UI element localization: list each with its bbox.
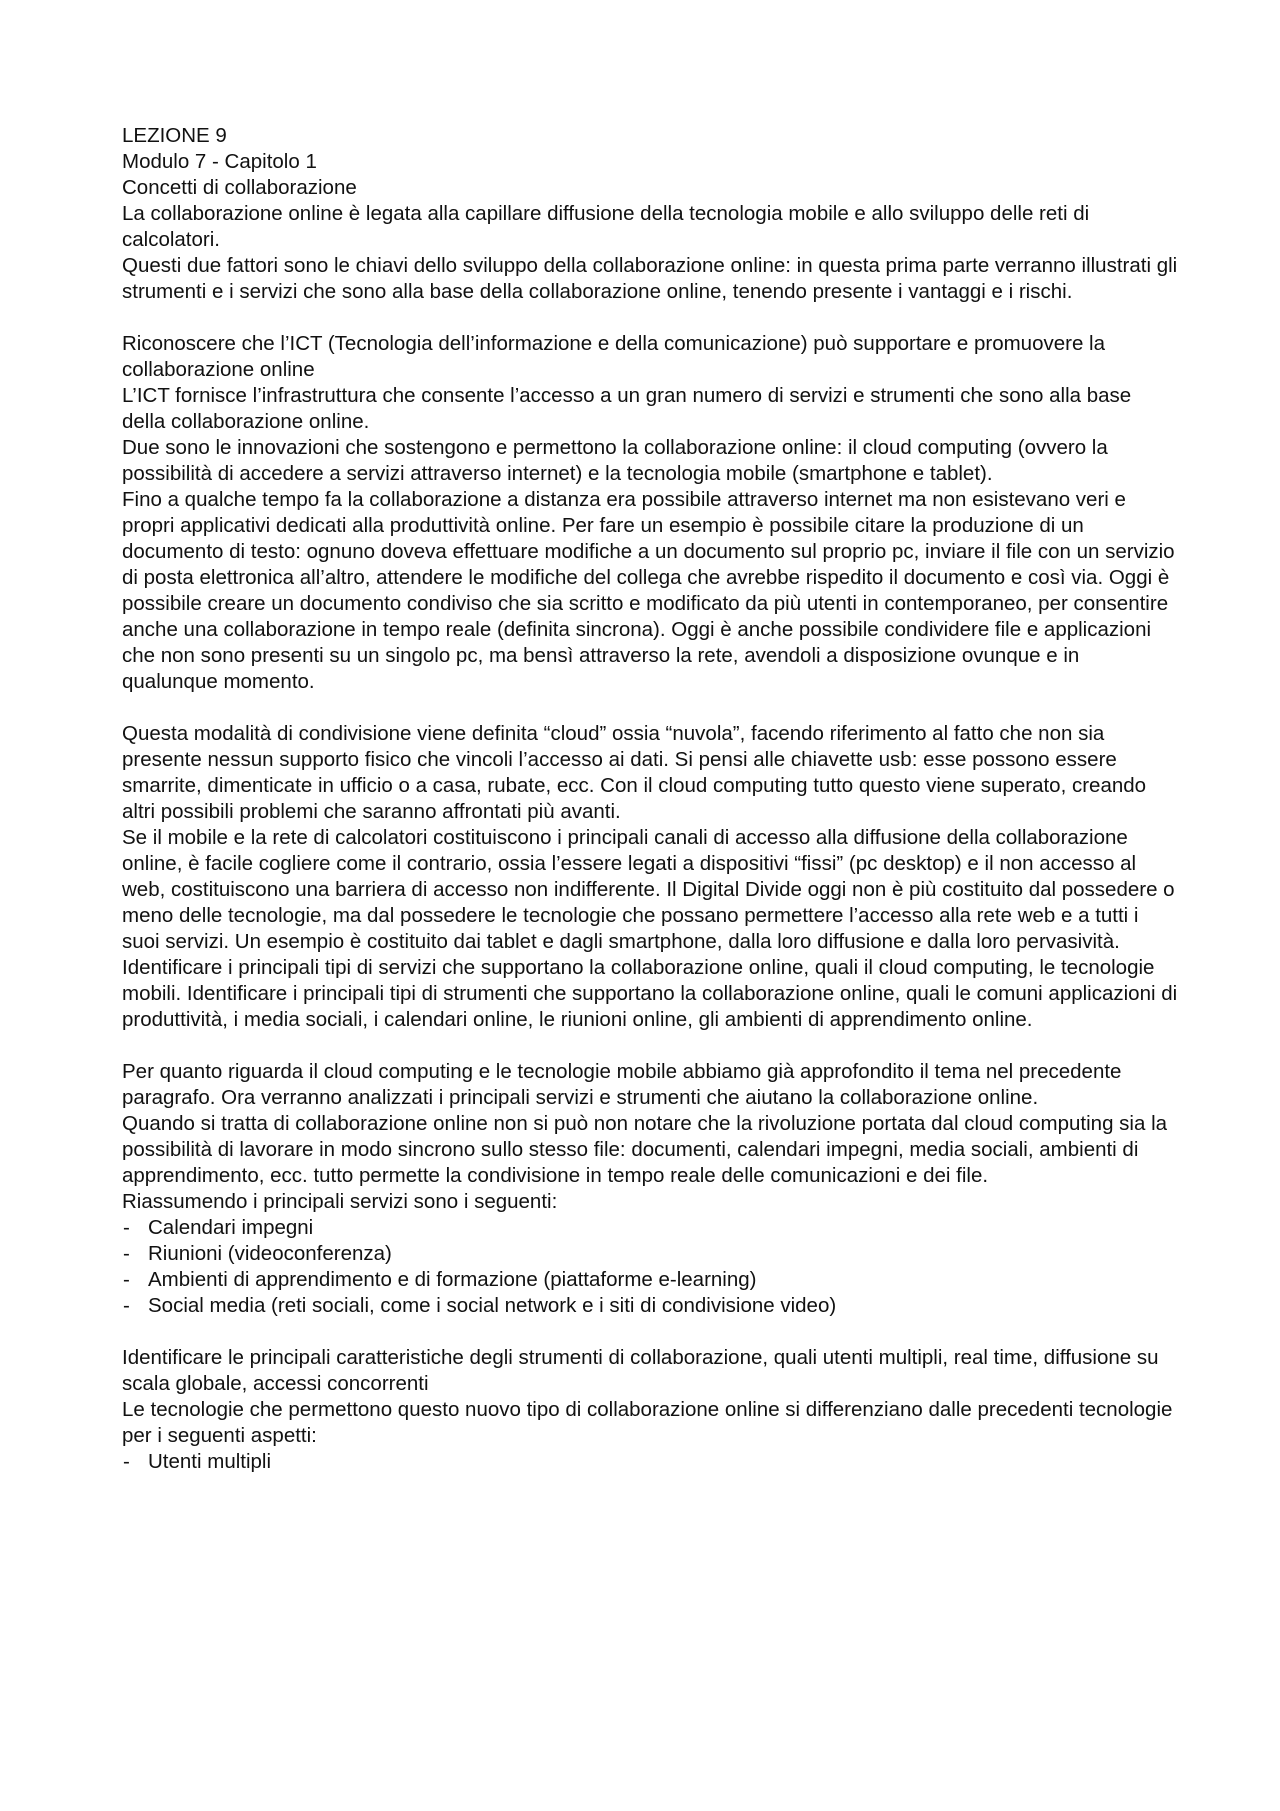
paragraph: Questi due fattori sono le chiavi dello sviluppo della collaborazione online: in questa prima parte verranno illustrati gli strumenti e i servizi che sono alla base della collaborazione online, tenendo presente i vantaggi e i rischi. (122, 254, 1178, 303)
paragraph: La collaborazione online è legata alla capillare diffusione della tecnologia mobile e allo sviluppo delle reti di calcolatori. (122, 202, 1090, 251)
paragraph: Per quanto riguarda il cloud computing e le tecnologie mobile abbiamo già approfondito il tema nel precedente paragrafo. Ora verranno analizzati i principali servizi e strumenti che aiutano la collaborazione online. (122, 1060, 1122, 1109)
document-page (122, 123, 1178, 1475)
module-chapter: Modulo 7 - Capitolo 1 (122, 150, 317, 173)
topic-heading: Identificare le principali caratteristiche degli strumenti di collaborazione, quali utenti multipli, real time, diffusione su scala globale, accessi concorrenti (122, 1346, 1159, 1395)
list-item: - Riunioni (videoconferenza) (122, 1241, 1178, 1267)
blank-line (122, 1319, 1178, 1345)
list-item: - Utenti multipli (122, 1449, 1178, 1475)
paragraph: Due sono le innovazioni che sostengono e permettono la collaborazione online: il cloud computing (ovvero la possibilità di accedere a servizi attraverso internet) e la tecnologia mobile (smartphone e tablet). (122, 436, 1108, 485)
paragraph: Quando si tratta di collaborazione online non si può non notare che la rivoluzione portata dal cloud computing sia la possibilità di lavorare in modo sincrono sullo stesso file: documenti, calendari impegni, media sociali, ambienti di apprendimento, ecc. tutto permette la condivisione in tempo reale delle comunicazioni e dei file. (122, 1112, 1168, 1187)
list-item: - Social media (reti sociali, come i social network e i siti di condivisione video) (122, 1293, 1178, 1319)
paragraph: Questa modalità di condivisione viene definita “cloud” ossia “nuvola”, facendo riferimento al fatto che non sia presente nessun supporto fisico che vincoli l’accesso ai dati. Si pensi alle chiavette usb: esse possono essere smarrite, dimenticate in ufficio o a casa, rubate, ecc. Con il cloud computing tutto questo viene superato, creando altri possibili problemi che saranno affrontati più avanti. (122, 722, 1147, 823)
blank-line (122, 1033, 1178, 1059)
lesson-number: LEZIONE 9 (122, 124, 227, 147)
paragraph: Se il mobile e la rete di calcolatori costituiscono i principali canali di accesso alla diffusione della collaborazione online, è facile cogliere come il contrario, ossia l’essere legati a dispositivi “fissi” (pc desktop) e il non accesso al web, costituiscono una barriera di accesso non indifferente. Il Digital Divide oggi non è più costituito dal possedere o meno delle tecnologie, ma dal possedere le tecnologie che possano permettere l’accesso alla rete web e a tutti i suoi servizi. Un esempio è costituito dai tablet e dagli smartphone, dalla loro diffusione e dalla loro pervasività. (122, 826, 1175, 953)
list-item: - Ambienti di apprendimento e di formazione (piattaforme e-learning) (122, 1267, 1178, 1293)
section-title: Concetti di collaborazione (122, 176, 357, 199)
topic-heading: Riconoscere che l’ICT (Tecnologia dell’informazione e della comunicazione) può supportare e promuovere la collaborazione online (122, 332, 1106, 381)
paragraph: L’ICT fornisce l’infrastruttura che consente l’accesso a un gran numero di servizi e strumenti che sono alla base della collaborazione online. (122, 384, 1132, 433)
paragraph: Fino a qualche tempo fa la collaborazione a distanza era possibile attraverso internet ma non esistevano veri e propri applicativi dedicati alla produttività online. Per fare un esempio è possibile citare la produzione di un documento di testo: ognuno doveva effettuare modifiche a un documento sul proprio pc, inviare il file con un servizio di posta elettronica all’altro, attendere le modifiche del collega che avrebbe rispedito il documento e così via. Oggi è possibile creare un documento condiviso che sia scritto e modificato da più utenti in contemporaneo, per consentire anche una collaborazione in tempo reale (definita sincrona). Oggi è anche possibile condividere file e applicazioni che non sono presenti su un singolo pc, ma bensì attraverso la rete, avendoli a disposizione ovunque e in qualunque momento. (122, 488, 1175, 693)
topic-heading: Identificare i principali tipi di servizi che supportano la collaborazione online, quali il cloud computing, le tecnologie mobili. Identificare i principali tipi di strumenti che supportano la collaborazione online, quali le comuni applicazioni di produttività, i media sociali, i calendari online, le riunioni online, gli ambienti di apprendimento online. (122, 956, 1178, 1031)
paragraph: Le tecnologie che permettono questo nuovo tipo di collaborazione online si differenziano dalle precedenti tecnologie per i seguenti aspetti: (122, 1398, 1173, 1447)
aspects-list (122, 1449, 1178, 1475)
blank-line (122, 695, 1178, 721)
paragraph: Riassumendo i principali servizi sono i seguenti: (122, 1190, 558, 1213)
blank-line (122, 305, 1178, 331)
list-item: - Calendari impegni (122, 1215, 1178, 1241)
services-list (122, 1215, 1178, 1319)
